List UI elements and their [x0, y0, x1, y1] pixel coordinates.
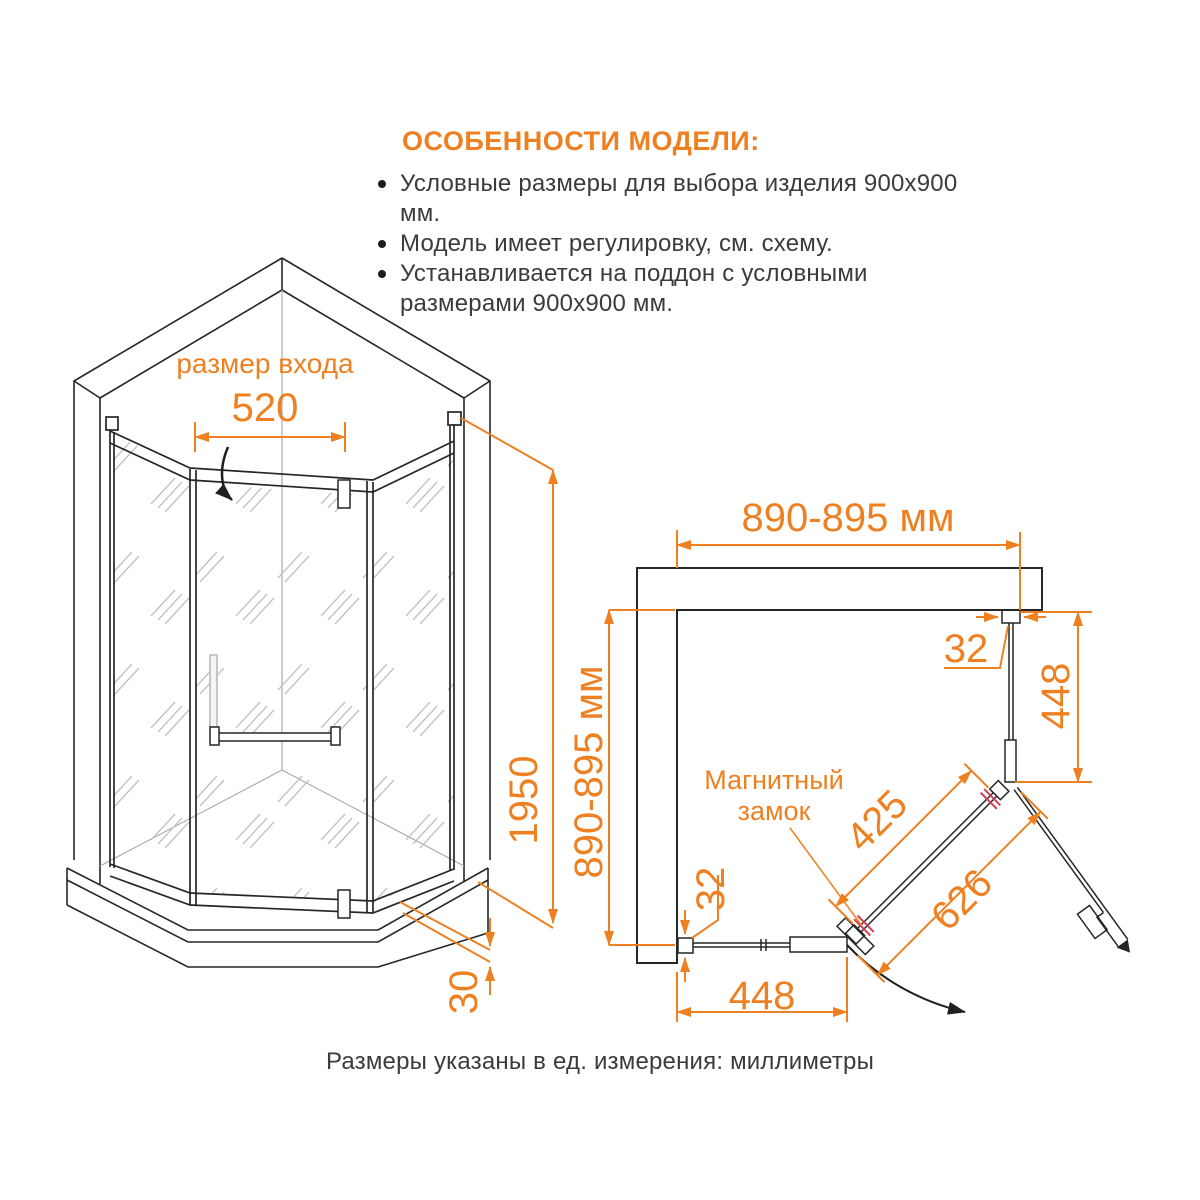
magnet-lock-label: Магнитный замок	[704, 765, 844, 826]
side-448-right-value: 448	[1034, 662, 1078, 730]
plan-view-drawing	[580, 460, 1200, 1040]
units-note: Размеры указаны в ед. измерения: миллиметры	[325, 1048, 875, 1075]
door-width-425-value: 425	[837, 781, 917, 861]
hinge-profile	[1005, 740, 1016, 782]
plan-view-svg	[580, 460, 1200, 1040]
glass-panels	[113, 434, 454, 903]
diagonal-626-value: 626	[922, 860, 1002, 940]
height-value: 1950	[502, 755, 546, 845]
handle-post-right	[331, 727, 340, 745]
left-glass-panel	[113, 434, 190, 895]
door-seal-strip	[210, 655, 217, 727]
door-open	[996, 787, 1135, 964]
features-title: ОСОБЕННОСТИ МОДЕЛИ:	[402, 126, 760, 156]
profile-32-left-value: 32	[689, 866, 733, 912]
door-handle-bar	[212, 733, 338, 741]
base-height-value: 30	[442, 969, 486, 1015]
entry-width-value: 520	[231, 386, 299, 430]
door-closed	[837, 773, 1019, 955]
fixed-panel-bottom	[678, 937, 847, 953]
right-wall-profile	[448, 412, 461, 425]
door-glass-panel	[196, 484, 367, 900]
feature-text: Устанавливается на поддон с условными размерами 900x900 мм.	[400, 260, 868, 317]
profile-32-top-value: 32	[943, 627, 989, 671]
fixed-panel-right	[1002, 610, 1020, 782]
door-bottom-stopper	[338, 890, 350, 918]
bullet-dot-icon	[378, 240, 386, 248]
wall-profile-left	[678, 938, 693, 953]
list-item	[358, 169, 1118, 229]
plan-width-top-value: 890-895 мм	[741, 496, 955, 540]
door-swing-arc	[847, 945, 965, 1012]
side-448-bottom-value: 448	[728, 974, 796, 1018]
plan-depth-left-value: 890-895 мм	[567, 665, 611, 879]
entry-size-label: размер входа	[176, 348, 354, 379]
left-wall-profile	[106, 417, 118, 430]
handle-post-left	[210, 727, 219, 745]
door-top-stopper	[338, 480, 350, 508]
feature-text: Условные размеры для выбора изделия 900x900 мм.	[400, 170, 958, 227]
wall-profile-top	[1002, 610, 1020, 623]
bullet-dot-icon	[378, 180, 386, 188]
adjustment-sleeve	[790, 937, 847, 952]
right-glass-panel	[373, 446, 454, 903]
feature-text: Модель имеет регулировку, см. схему.	[400, 230, 833, 257]
dimension-height-1950	[461, 418, 553, 928]
